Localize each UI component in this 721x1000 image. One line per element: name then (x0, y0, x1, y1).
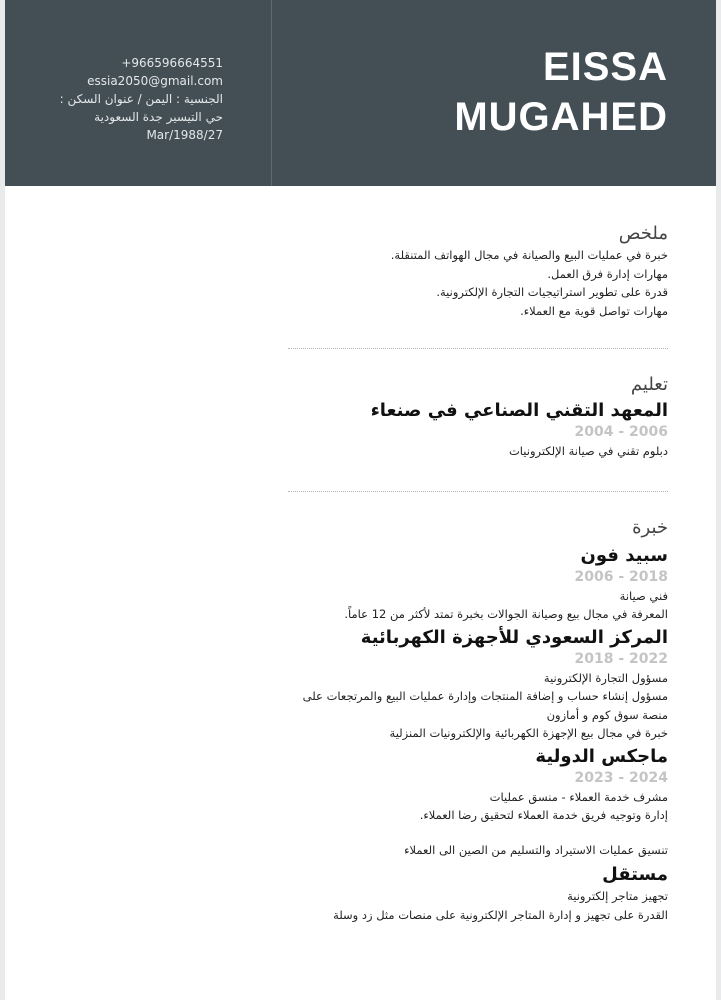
summary-line: مهارات إدارة فرق العمل. (547, 266, 668, 281)
experience-detail: القدرة على تجهيز و إدارة المتاجر الإلكترونية على منصات مثل زد وسلة (333, 907, 668, 922)
header-divider (271, 0, 272, 186)
experience-entry (288, 863, 668, 924)
experience-entry (288, 626, 668, 743)
email-address: essia2050@gmail.com (87, 74, 223, 88)
education-section (288, 373, 668, 461)
section-title: خبرة (632, 516, 668, 538)
education-detail: دبلوم تقني في صيانة الإلكترونيات (508, 444, 668, 458)
experience-org: مستقل (602, 864, 668, 885)
section-divider (288, 348, 668, 349)
experience-entry (288, 745, 668, 860)
education-org: المعهد التقني الصناعي في صنعاء (370, 400, 668, 421)
first-name: EISSA (542, 45, 668, 89)
birthdate: Mar/1988/27 (146, 128, 223, 142)
experience-role: مشرف خدمة العملاء - منسق عمليات (489, 789, 668, 804)
experience-detail: خبرة في مجال بيع الإجهزة الكهربائية والإلكترونيات المنزلية (389, 726, 668, 740)
experience-detail: مسؤول إنشاء حساب و إضافة المنتجات وإدارة عمليات البيع والمرتجعات على منصة سوق كوم و أمازون (302, 689, 668, 722)
last-name: MUGAHED (454, 95, 668, 139)
experience-role: تجهيز متاجر إلكترونية (567, 889, 668, 903)
experience-detail: إدارة وتوجيه فريق خدمة العملاء لتحقيق رضا العملاء. (419, 808, 668, 822)
experience-years: 2006 - 2018 (574, 568, 668, 585)
contact-block (45, 54, 223, 144)
experience-years: 2018 - 2022 (574, 650, 668, 667)
summary-line: خبرة في عمليات البيع والصيانة في مجال الهواتف المتنقلة. (390, 248, 668, 262)
resume-header (5, 0, 716, 186)
section-title: ملخص (618, 223, 668, 244)
resume-body (288, 222, 668, 924)
phone-number: +966596664551 (121, 56, 223, 70)
section-divider (288, 491, 668, 492)
resume-page (5, 0, 716, 1000)
experience-detail: المعرفة في مجال بيع وصيانة الجوالات بخبرة تمتد لأكثر من 12 عاماً. (344, 607, 668, 621)
experience-entry (288, 544, 668, 624)
address: الجنسية : اليمن / عنوان السكن : حي التيسير جدة السعودية (59, 92, 223, 124)
summary-line: مهارات تواصل قوية مع العملاء. (520, 303, 668, 318)
experience-role: مسؤول التجارة الإلكترونية (543, 670, 668, 685)
experience-org: المركز السعودي للأجهزة الكهربائية (360, 626, 668, 648)
experience-role: فني صيانة (619, 588, 668, 603)
experience-years: 2023 - 2024 (574, 769, 668, 786)
experience-detail: تنسيق عمليات الاستيراد والتسليم من الصين الى العملاء (404, 842, 668, 857)
full-name (285, 42, 668, 142)
section-title: تعليم (630, 374, 668, 395)
experience-org: سبيد فون (580, 544, 668, 566)
summary-line: قدرة على تطوير استراتيجيات التجارة الإلكترونية. (436, 285, 668, 299)
summary-section (288, 222, 668, 320)
education-years: 2004 - 2006 (574, 424, 668, 440)
experience-org: ماجكس الدولية (535, 745, 668, 767)
experience-section (288, 516, 668, 925)
